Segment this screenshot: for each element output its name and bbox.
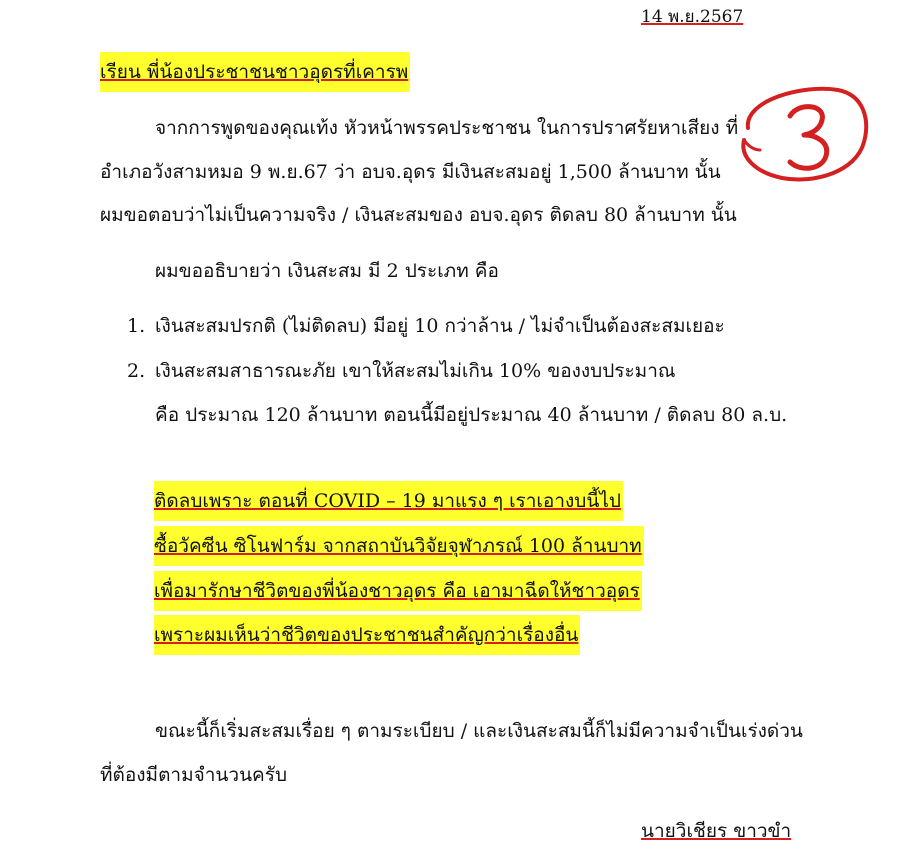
explanation-intro: ผมขออธิบายว่า เงินสะสม มี 2 ประเภท คือ <box>155 260 499 282</box>
closing-line: ขณะนี้ก็เริ่มสะสมเรื่อย ๆ ตามระเบียบ / และเงินสะสมนี้ก็ไม่มีความจำเป็นเร่งด่วน <box>155 720 803 742</box>
paragraph-line: จากการพูดของคุณเท้ง หัวหน้าพรรคประชาชน ในการปราศรัยหาเสียง ที่ <box>155 117 739 139</box>
list-item: เงินสะสมปรกติ (ไม่ติดลบ) มีอยู่ 10 กว่าล้าน / ไม่จำเป็นต้องสะสมเยอะ <box>155 315 725 337</box>
highlighted-line: ติดลบเพราะ ตอนที่ COVID – 19 มาแรง ๆ เราเอางบนี้ไป <box>154 481 623 521</box>
list-item: เงินสะสมสาธารณะภัย เขาให้สะสมไม่เกิน 10% ของงบประมาณ <box>155 360 676 382</box>
document-date: 14 พ.ย.2567 <box>641 7 744 27</box>
list-number: 1. <box>127 315 146 337</box>
paragraph-line: อำเภอวังสามหมอ 9 พ.ย.67 ว่า อบจ.อุดร มีเงินสะสมอยู่ 1,500 ล้านบาท นั้น <box>100 161 721 183</box>
highlighted-line: ซื้อวัคซีน ซิโนฟาร์ม จากสถาบันวิจัยจุฬาภรณ์ 100 ล้านบาท <box>154 526 644 566</box>
highlighted-line: เพื่อมารักษาชีวิตของพี่น้องชาวอุดร คือ เอามาฉีดให้ชาวอุดร <box>154 571 642 611</box>
list-number: 2. <box>127 360 146 382</box>
paragraph-line: ผมขอตอบว่าไม่เป็นความจริง / เงินสะสมของ อบจ.อุดร ติดลบ 80 ล้านบาท นั้น <box>100 204 737 226</box>
highlighted-line: เพราะผมเห็นว่าชีวิตของประชาชนสำคัญกว่าเรื่องอื่น <box>154 615 580 655</box>
signature: นายวิเชียร ขาวขำ <box>641 820 792 842</box>
circled-number-icon <box>734 80 874 190</box>
closing-line: ที่ต้องมีตามจำนวนครับ <box>100 764 288 786</box>
list-continuation: คือ ประมาณ 120 ล้านบาท ตอนนี้มีอยู่ประมาณ 40 ล้านบาท / ติดลบ 80 ล.บ. <box>155 404 788 426</box>
salutation: เรียน พี่น้องประชาชนชาวอุดรที่เคารพ <box>100 52 410 92</box>
